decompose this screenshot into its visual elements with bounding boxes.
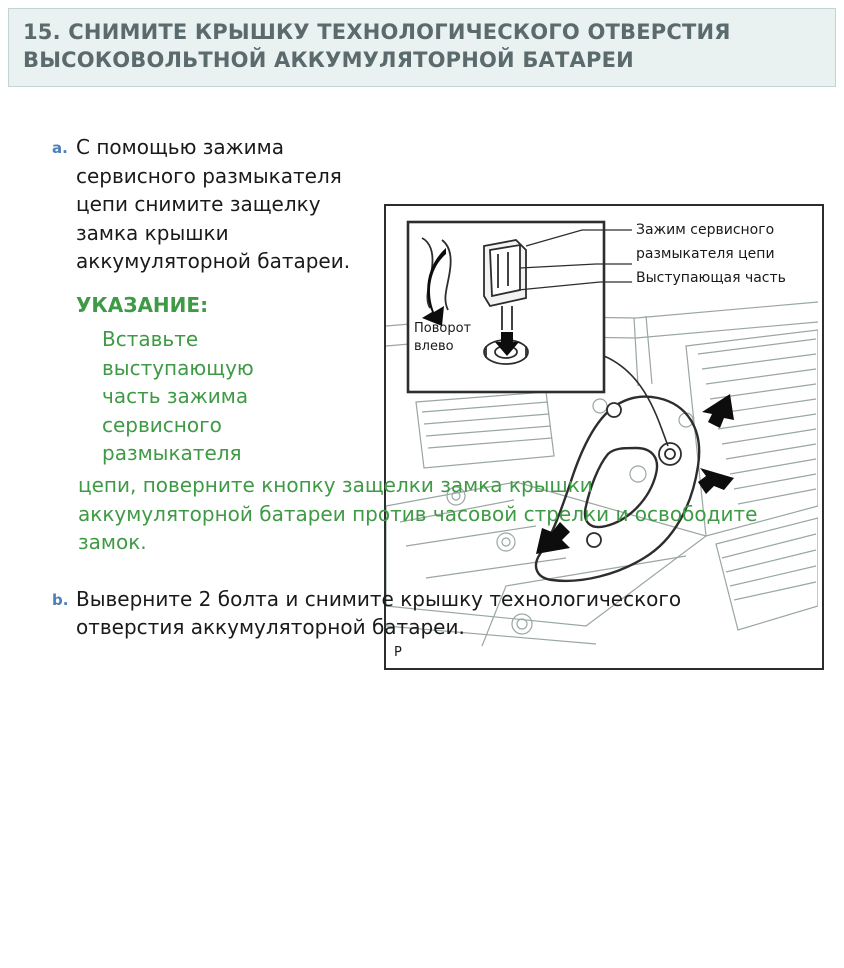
step-b-text: Выверните 2 болта и снимите крышку технологического отверстия аккумуляторной батареи. [76, 586, 682, 639]
note-heading: УКАЗАНИЕ: [76, 293, 209, 318]
document-page [0, 8, 844, 968]
figure-callout-line1: Зажим сервисного [636, 222, 775, 238]
figure-rotate-line2: влево [414, 339, 454, 354]
figure-rotate-line1: Поворот [414, 321, 472, 336]
step-a-marker: a. [52, 139, 68, 158]
step-a-text: С помощью зажима сервисного размыкателя цепи снимите защелку замка крышки аккумуляторной батареи. [76, 135, 351, 273]
step-a-body [76, 133, 824, 467]
section-header [8, 8, 836, 87]
step-b-body [76, 585, 824, 642]
figure-corner-code: P [394, 645, 402, 660]
step-b-marker: b. [52, 590, 69, 609]
step-a [52, 133, 824, 467]
page-title: 15. СНИМИТЕ КРЫШКУ ТЕХНОЛОГИЧЕСКОГО ОТВЕРСТИЯ ВЫСОКОВОЛЬТНОЙ АККУМУЛЯТОРНОЙ БАТАРЕИ [23, 20, 731, 72]
figure-callout-line3: Выступающая часть [636, 270, 786, 286]
note-text-part2: цепи, поверните кнопку защелки замка крышки аккумуляторной батареи против часовой стрелки и освободите замок. [78, 473, 758, 555]
instruction-content [0, 133, 844, 641]
figure-callout-line2: размыкателя цепи [636, 246, 775, 262]
note-text-part1: Вставьте выступающую часть зажима сервисного размыкателя [102, 327, 254, 465]
step-b [52, 585, 824, 642]
